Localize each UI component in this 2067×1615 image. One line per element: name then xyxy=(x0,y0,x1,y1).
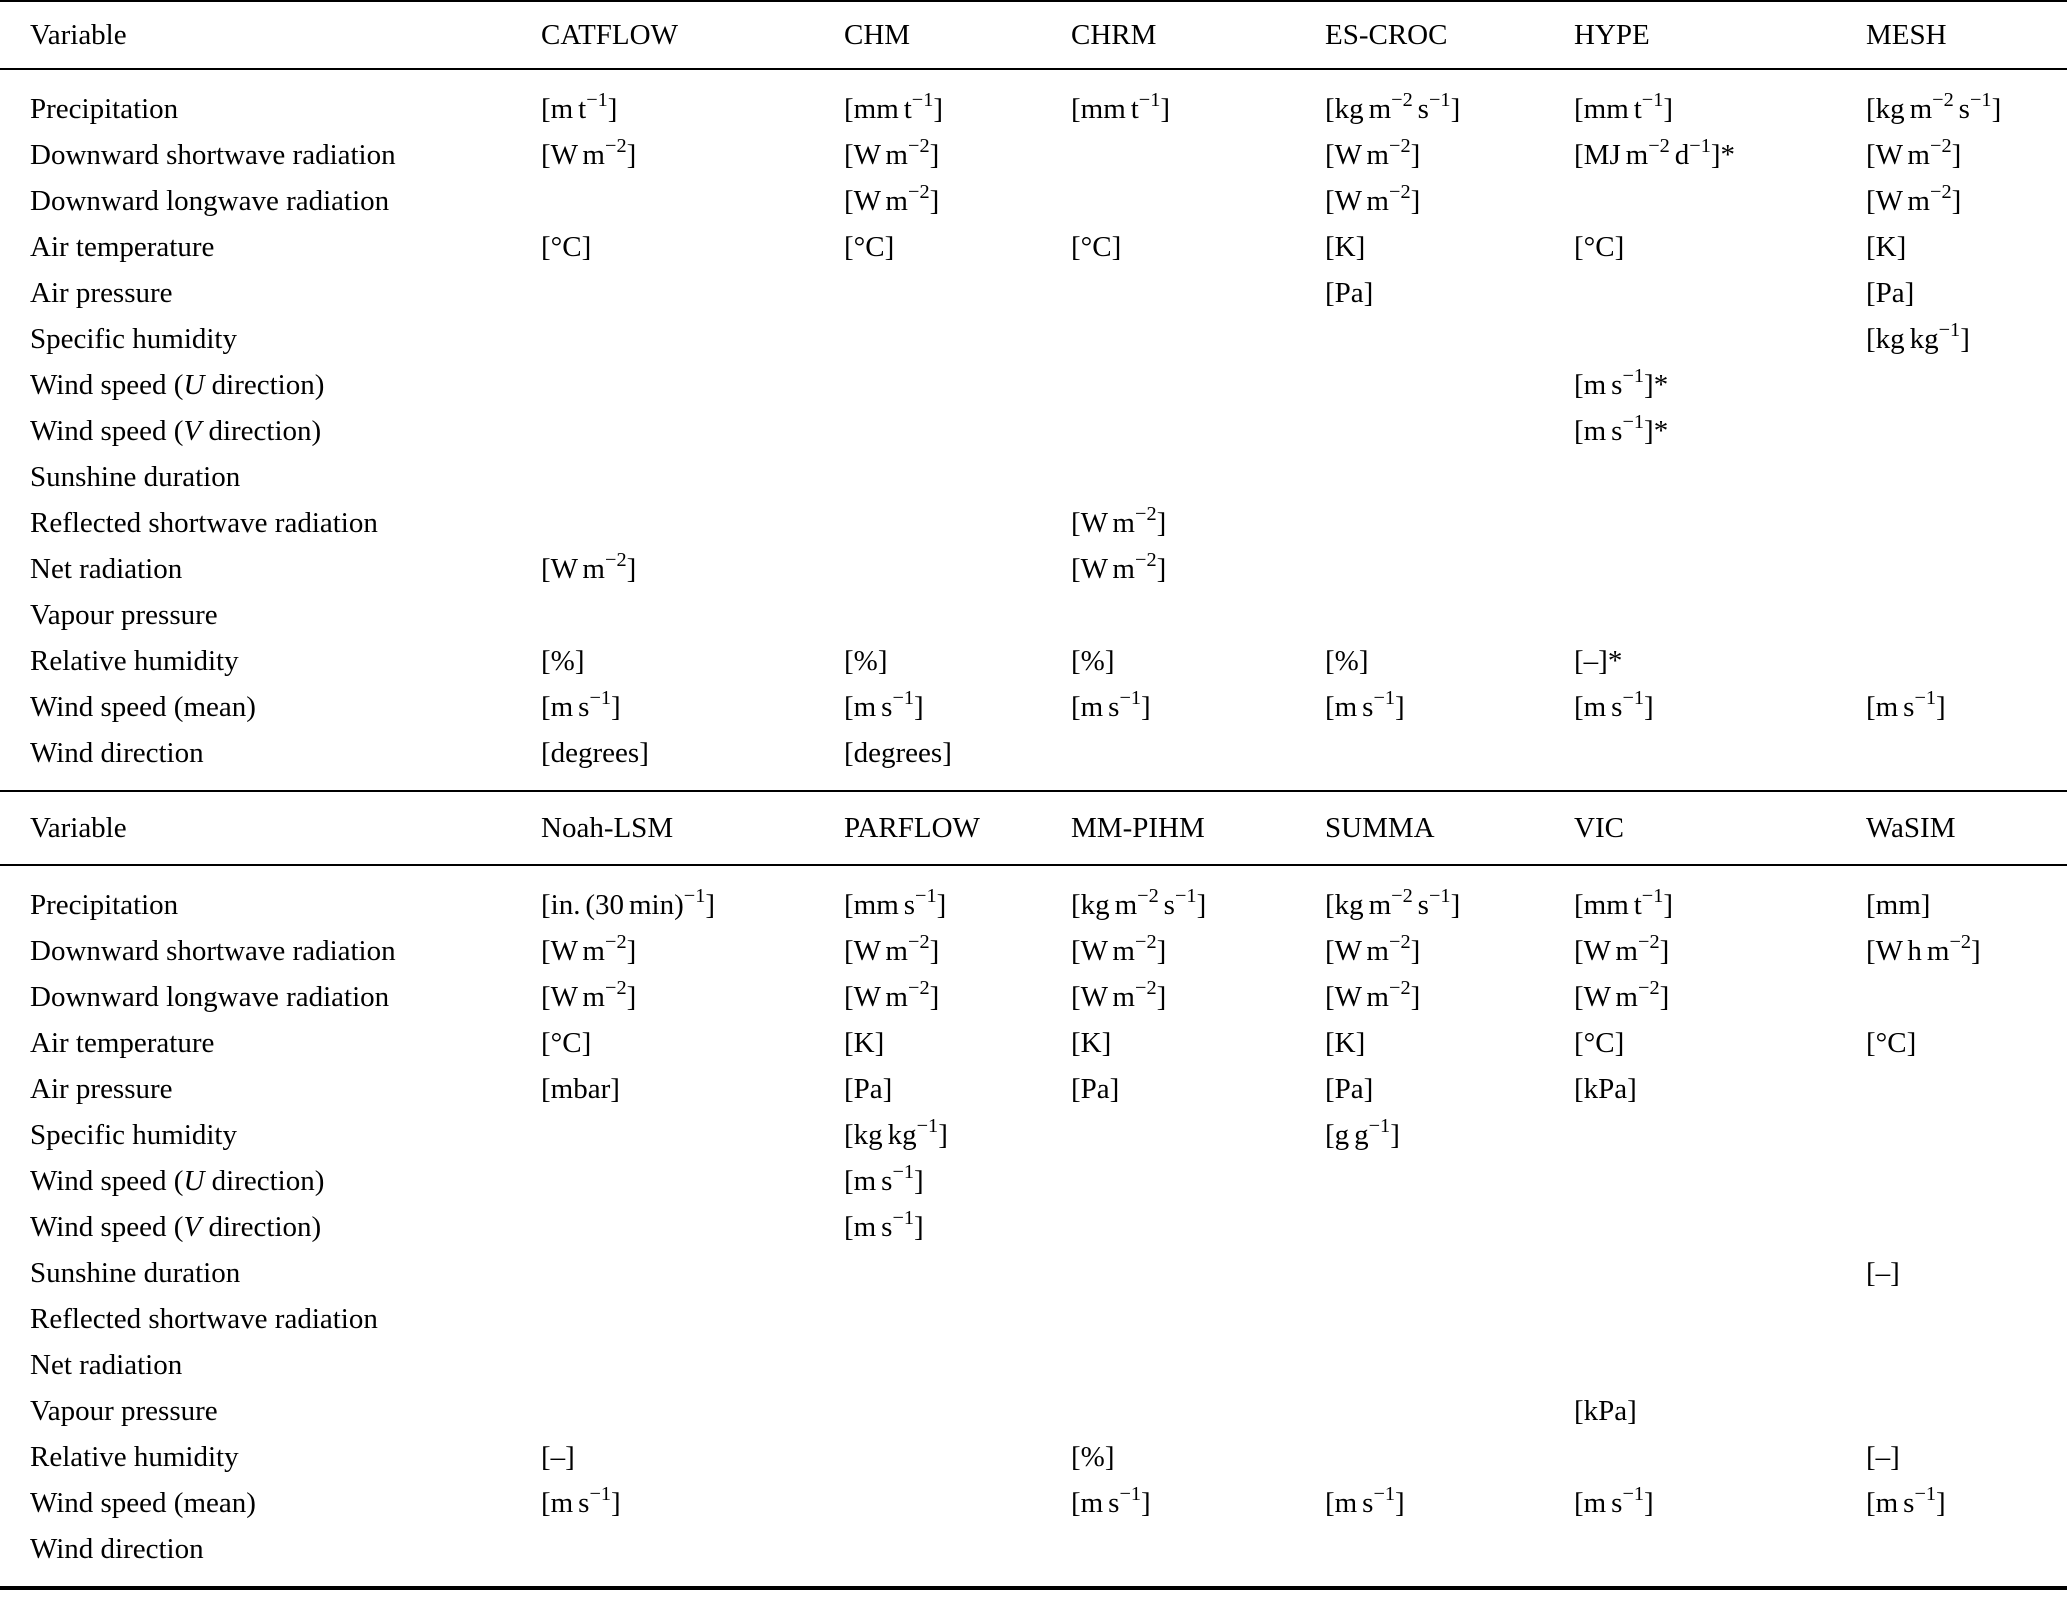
unit-cell xyxy=(541,454,844,500)
table-row xyxy=(0,546,2067,592)
unit-cell xyxy=(844,362,1071,408)
variable-cell: Reflected shortwave radiation xyxy=(30,1302,378,1335)
table-row xyxy=(0,69,2067,132)
unit-cell: [kg $m^{-2}$ $s^{-1}$] xyxy=(1325,884,1461,921)
unit-cell: [kPa] xyxy=(1574,1072,1637,1105)
unit-cell: [kPa] xyxy=(1574,1394,1637,1427)
unit-cell: [°C] xyxy=(1866,1026,1917,1059)
unit-cell xyxy=(844,500,1071,546)
unit-cell xyxy=(541,1388,844,1434)
unit-cell: [W $m^{-2}$] xyxy=(1071,976,1167,1013)
variable-cell: Wind speed (V direction) xyxy=(30,1210,322,1243)
table-row xyxy=(0,730,2067,790)
unit-cell: [Pa] xyxy=(1071,1072,1120,1105)
unit-cell: [mm $t^{-1}$] xyxy=(844,88,944,125)
unit-cell: [W $m^{-2}$] xyxy=(1325,180,1421,217)
unit-cell: [K] xyxy=(1325,230,1366,263)
table-row xyxy=(0,408,2067,454)
unit-cell: [m $s^{-1}]*$ xyxy=(1574,364,1669,401)
header-row xyxy=(0,791,2067,865)
unit-cell: [mm $s^{-1}$] xyxy=(844,884,947,921)
unit-cell: [m $s^{-1}$] xyxy=(844,1160,924,1197)
unit-cell xyxy=(1574,1158,1866,1204)
variable-cell: Precipitation xyxy=(30,92,179,125)
variable-cell: Net radiation xyxy=(30,552,183,585)
table-row xyxy=(0,1204,2067,1250)
unit-cell: [W $m^{-2}$] xyxy=(541,548,637,585)
variable-cell: Air temperature xyxy=(30,1026,215,1059)
unit-cell xyxy=(1325,1526,1574,1588)
variable-cell: Wind speed (mean) xyxy=(30,1486,256,1519)
unit-cell: [degrees] xyxy=(541,736,649,769)
unit-cell: [m $s^{-1}$] xyxy=(1325,1482,1405,1519)
unit-cell xyxy=(1325,362,1574,408)
unit-cell xyxy=(1325,1158,1574,1204)
table-row xyxy=(0,592,2067,638)
model-column-header: Noah-LSM xyxy=(541,791,844,865)
unit-cell xyxy=(1071,1388,1325,1434)
unit-cell xyxy=(541,500,844,546)
unit-cell: [degrees] xyxy=(844,736,952,769)
variable-cell: Vapour pressure xyxy=(30,598,218,631)
unit-cell xyxy=(1071,316,1325,362)
unit-cell: [m $s^{-1}$] xyxy=(541,1482,621,1519)
table-row xyxy=(0,1388,2067,1434)
table-row xyxy=(0,1434,2067,1480)
model-column-header: MM-PIHM xyxy=(1071,791,1325,865)
unit-cell xyxy=(1574,546,1866,592)
unit-cell: [in. (30 min)$^{-1}$] xyxy=(541,884,716,921)
unit-cell: [K] xyxy=(1071,1026,1112,1059)
variable-cell: Relative humidity xyxy=(30,1440,239,1473)
unit-cell: [W $m^{-2}$] xyxy=(844,180,940,217)
table-row xyxy=(0,316,2067,362)
unit-cell: [°C] xyxy=(541,230,592,263)
unit-cell: [m $s^{-1}$] xyxy=(541,686,621,723)
unit-cell xyxy=(1574,454,1866,500)
unit-cell: [W $m^{-2}$] xyxy=(1866,180,1962,217)
variable-cell: Vapour pressure xyxy=(30,1394,218,1427)
unit-cell: [kg $kg^{-1}$] xyxy=(844,1114,948,1151)
table-row xyxy=(0,974,2067,1020)
unit-cell xyxy=(844,592,1071,638)
variable-cell: Wind speed (mean) xyxy=(30,690,256,723)
unit-cell: [%] xyxy=(1071,1440,1115,1473)
unit-cell xyxy=(1325,1434,1574,1480)
table-row xyxy=(0,865,2067,928)
unit-cell xyxy=(1866,1066,2067,1112)
unit-cell xyxy=(541,178,844,224)
unit-cell xyxy=(844,1388,1071,1434)
unit-cell: [mm $t^{-1}$] xyxy=(1071,88,1171,125)
unit-cell xyxy=(1866,1158,2067,1204)
unit-cell xyxy=(1071,1112,1325,1158)
unit-cell xyxy=(1071,454,1325,500)
table-row xyxy=(0,270,2067,316)
variable-cell: Wind speed (U direction) xyxy=(30,368,325,401)
unit-cell xyxy=(1574,1204,1866,1250)
unit-cell: [–]* xyxy=(1574,644,1623,677)
unit-cell xyxy=(844,316,1071,362)
table-row xyxy=(0,684,2067,730)
unit-cell xyxy=(1866,1204,2067,1250)
table-row xyxy=(0,638,2067,684)
unit-cell: [m $s^{-1}$] xyxy=(844,1206,924,1243)
unit-cell xyxy=(1866,592,2067,638)
variable-cell: Wind direction xyxy=(30,1532,204,1565)
unit-cell xyxy=(1866,362,2067,408)
unit-cell xyxy=(541,316,844,362)
variable-cell: Specific humidity xyxy=(30,322,237,355)
unit-cell: [%] xyxy=(1071,644,1115,677)
unit-cell xyxy=(1574,178,1866,224)
unit-cell xyxy=(1325,1342,1574,1388)
model-column-header: CHRM xyxy=(1071,1,1325,69)
table-row xyxy=(0,1480,2067,1526)
unit-cell: [–] xyxy=(1866,1440,1900,1473)
unit-cell xyxy=(541,1526,844,1588)
unit-cell xyxy=(541,1250,844,1296)
unit-cell: [W $m^{-2}$] xyxy=(1325,930,1421,967)
variable-cell: Downward shortwave radiation xyxy=(30,934,396,967)
unit-cell: [W $m^{-2}$] xyxy=(541,930,637,967)
unit-cell xyxy=(1071,1342,1325,1388)
variable-cell: Sunshine duration xyxy=(30,1256,241,1289)
unit-cell xyxy=(1574,1526,1866,1588)
variable-cell: Specific humidity xyxy=(30,1118,237,1151)
unit-cell: [kg $m^{-2}$ $s^{-1}$] xyxy=(1071,884,1207,921)
unit-cell xyxy=(1866,730,2067,790)
unit-cell: [W $m^{-2}$] xyxy=(1071,502,1167,539)
unit-cell xyxy=(1325,454,1574,500)
model-column-header: VIC xyxy=(1574,791,1866,865)
unit-cell: [W $m^{-2}$] xyxy=(844,930,940,967)
unit-cell: [Pa] xyxy=(1325,276,1374,309)
unit-cell: [MJ $m^{-2}$ $d^{-1}]*$ xyxy=(1574,134,1736,171)
variable-column-header: Variable xyxy=(0,1,541,69)
unit-cell: [–] xyxy=(541,1440,575,1473)
table-row xyxy=(0,454,2067,500)
unit-cell: [kg $m^{-2}$ $s^{-1}$] xyxy=(1866,88,2002,125)
unit-cell xyxy=(541,270,844,316)
unit-cell xyxy=(1574,270,1866,316)
model-column-header: ES-CROC xyxy=(1325,1,1574,69)
unit-cell xyxy=(1071,178,1325,224)
variable-cell: Air temperature xyxy=(30,230,215,263)
unit-cell xyxy=(1071,408,1325,454)
unit-cell: [W $m^{-2}$] xyxy=(844,134,940,171)
table-row xyxy=(0,1342,2067,1388)
unit-cell: [m $s^{-1}$] xyxy=(1071,1482,1151,1519)
variable-cell: Downward shortwave radiation xyxy=(30,138,396,171)
unit-cell: [K] xyxy=(1866,230,1907,263)
unit-cell: [m $s^{-1}$] xyxy=(1866,686,1946,723)
unit-cell xyxy=(1574,500,1866,546)
unit-cell: [m $s^{-1}$] xyxy=(1866,1482,1946,1519)
table-row xyxy=(0,362,2067,408)
unit-cell xyxy=(1574,730,1866,790)
unit-cell xyxy=(1574,592,1866,638)
unit-cell: [mbar] xyxy=(541,1072,620,1105)
unit-cell: [–] xyxy=(1866,1256,1900,1289)
variables-units-table-upper xyxy=(0,0,2067,790)
unit-cell: [kg $m^{-2}$ $s^{-1}$] xyxy=(1325,88,1461,125)
unit-cell: [m $s^{-1}$] xyxy=(1574,1482,1654,1519)
unit-cell: [W $m^{-2}$] xyxy=(1071,548,1167,585)
unit-cell xyxy=(541,1112,844,1158)
table-row xyxy=(0,1250,2067,1296)
unit-cell xyxy=(541,592,844,638)
unit-cell: [mm] xyxy=(1866,888,1931,921)
unit-cell xyxy=(1325,408,1574,454)
unit-cell: [W $m^{-2}$] xyxy=(1574,976,1670,1013)
unit-cell xyxy=(1325,1204,1574,1250)
unit-cell: [%] xyxy=(844,644,888,677)
unit-cell xyxy=(1071,1526,1325,1588)
unit-cell xyxy=(1071,1250,1325,1296)
unit-cell: [m $s^{-1}$] xyxy=(1574,686,1654,723)
table-row xyxy=(0,928,2067,974)
unit-cell xyxy=(844,1526,1071,1588)
unit-cell xyxy=(1866,1342,2067,1388)
table-row xyxy=(0,1296,2067,1342)
unit-cell: [W $m^{-2}$] xyxy=(541,976,637,1013)
unit-cell xyxy=(1866,974,2067,1020)
variable-cell: Wind speed (V direction) xyxy=(30,414,322,447)
unit-cell xyxy=(844,546,1071,592)
unit-cell: [°C] xyxy=(1574,1026,1625,1059)
table-row xyxy=(0,500,2067,546)
model-column-header: WaSIM xyxy=(1866,791,2067,865)
unit-cell xyxy=(844,270,1071,316)
unit-cell: [%] xyxy=(541,644,585,677)
unit-cell xyxy=(1071,270,1325,316)
unit-cell: [°C] xyxy=(1574,230,1625,263)
unit-cell xyxy=(1325,592,1574,638)
unit-cell xyxy=(1866,454,2067,500)
unit-cell xyxy=(844,1250,1071,1296)
table-row xyxy=(0,132,2067,178)
model-column-header: PARFLOW xyxy=(844,791,1071,865)
model-column-header: HYPE xyxy=(1574,1,1866,69)
variable-cell: Relative humidity xyxy=(30,644,239,677)
unit-cell xyxy=(1071,362,1325,408)
unit-cell xyxy=(1574,1434,1866,1480)
model-column-header: CHM xyxy=(844,1,1071,69)
unit-cell xyxy=(1071,730,1325,790)
unit-cell xyxy=(1866,546,2067,592)
unit-cell xyxy=(541,1342,844,1388)
unit-cell: [°C] xyxy=(1071,230,1122,263)
unit-cell: [m $s^{-1}$] xyxy=(1325,686,1405,723)
unit-cell xyxy=(1071,1158,1325,1204)
unit-cell xyxy=(1325,546,1574,592)
unit-cell xyxy=(1071,1204,1325,1250)
variable-cell: Air pressure xyxy=(30,276,173,309)
unit-cell: [K] xyxy=(1325,1026,1366,1059)
unit-cell: [W $m^{-2}$] xyxy=(1325,976,1421,1013)
variable-column-header: Variable xyxy=(0,791,541,865)
unit-cell xyxy=(844,1342,1071,1388)
variable-cell: Reflected shortwave radiation xyxy=(30,506,378,539)
unit-cell xyxy=(844,1296,1071,1342)
unit-cell xyxy=(1574,1112,1866,1158)
unit-cell: [%] xyxy=(1325,644,1369,677)
unit-cell xyxy=(541,408,844,454)
unit-cell: [kg $kg^{-1}$] xyxy=(1866,318,1970,355)
unit-cell xyxy=(541,1204,844,1250)
unit-cell xyxy=(844,1480,1071,1526)
unit-cell xyxy=(1866,408,2067,454)
unit-cell xyxy=(1325,316,1574,362)
unit-cell xyxy=(1574,1250,1866,1296)
unit-cell: [mm $t^{-1}$] xyxy=(1574,884,1674,921)
unit-cell xyxy=(844,408,1071,454)
unit-cell xyxy=(1071,132,1325,178)
unit-cell: [m $s^{-1}]*$ xyxy=(1574,410,1669,447)
unit-cell xyxy=(541,1158,844,1204)
unit-cell: [W $m^{-2}$] xyxy=(1574,930,1670,967)
unit-cell xyxy=(1071,592,1325,638)
unit-cell xyxy=(1574,1342,1866,1388)
unit-cell: [W $m^{-2}$] xyxy=(1866,134,1962,171)
model-column-header: CATFLOW xyxy=(541,1,844,69)
variables-units-table-lower xyxy=(0,790,2067,1590)
variable-cell: Air pressure xyxy=(30,1072,173,1105)
unit-cell xyxy=(1325,1296,1574,1342)
unit-cell: [Pa] xyxy=(1325,1072,1374,1105)
unit-cell xyxy=(541,1296,844,1342)
unit-cell xyxy=(1325,500,1574,546)
unit-cell xyxy=(1866,1388,2067,1434)
table-row xyxy=(0,1112,2067,1158)
unit-cell xyxy=(1325,1250,1574,1296)
table-row xyxy=(0,1526,2067,1588)
unit-cell: [W h $m^{-2}$] xyxy=(1866,930,1981,967)
variable-cell: Downward longwave radiation xyxy=(30,980,390,1013)
unit-cell xyxy=(1325,1388,1574,1434)
unit-cell xyxy=(844,1434,1071,1480)
variable-cell: Sunshine duration xyxy=(30,460,241,493)
unit-cell xyxy=(1866,638,2067,684)
unit-cell xyxy=(1866,1112,2067,1158)
unit-cell: [Pa] xyxy=(1866,276,1915,309)
table-row xyxy=(0,1020,2067,1066)
unit-cell: [m $s^{-1}$] xyxy=(1071,686,1151,723)
unit-cell: [W $m^{-2}$] xyxy=(1325,134,1421,171)
unit-cell: [W $m^{-2}$] xyxy=(844,976,940,1013)
model-column-header: MESH xyxy=(1866,1,2067,69)
unit-cell: [W $m^{-2}$] xyxy=(1071,930,1167,967)
variable-cell: Precipitation xyxy=(30,888,179,921)
unit-cell xyxy=(1574,316,1866,362)
unit-cell xyxy=(1866,1296,2067,1342)
unit-cell xyxy=(844,454,1071,500)
unit-cell xyxy=(1574,1296,1866,1342)
unit-cell: [m $t^{-1}$] xyxy=(541,88,618,125)
unit-cell xyxy=(1071,1296,1325,1342)
table-row xyxy=(0,1158,2067,1204)
unit-cell xyxy=(1325,730,1574,790)
variable-cell: Net radiation xyxy=(30,1348,183,1381)
unit-cell xyxy=(1866,500,2067,546)
variable-cell: Wind direction xyxy=(30,736,204,769)
unit-cell: [°C] xyxy=(844,230,895,263)
variable-cell: Wind speed (U direction) xyxy=(30,1164,325,1197)
unit-cell: [m $s^{-1}$] xyxy=(844,686,924,723)
header-row xyxy=(0,1,2067,69)
model-column-header: SUMMA xyxy=(1325,791,1574,865)
unit-cell: [mm $t^{-1}$] xyxy=(1574,88,1674,125)
unit-cell: [K] xyxy=(844,1026,885,1059)
unit-cell: [W $m^{-2}$] xyxy=(541,134,637,171)
unit-cell: [°C] xyxy=(541,1026,592,1059)
table-row xyxy=(0,1066,2067,1112)
unit-cell: [g $g^{-1}$] xyxy=(1325,1114,1400,1151)
table-row xyxy=(0,178,2067,224)
unit-cell: [Pa] xyxy=(844,1072,893,1105)
variable-cell: Downward longwave radiation xyxy=(30,184,390,217)
table-row xyxy=(0,224,2067,270)
unit-cell xyxy=(541,362,844,408)
unit-cell xyxy=(1866,1526,2067,1588)
